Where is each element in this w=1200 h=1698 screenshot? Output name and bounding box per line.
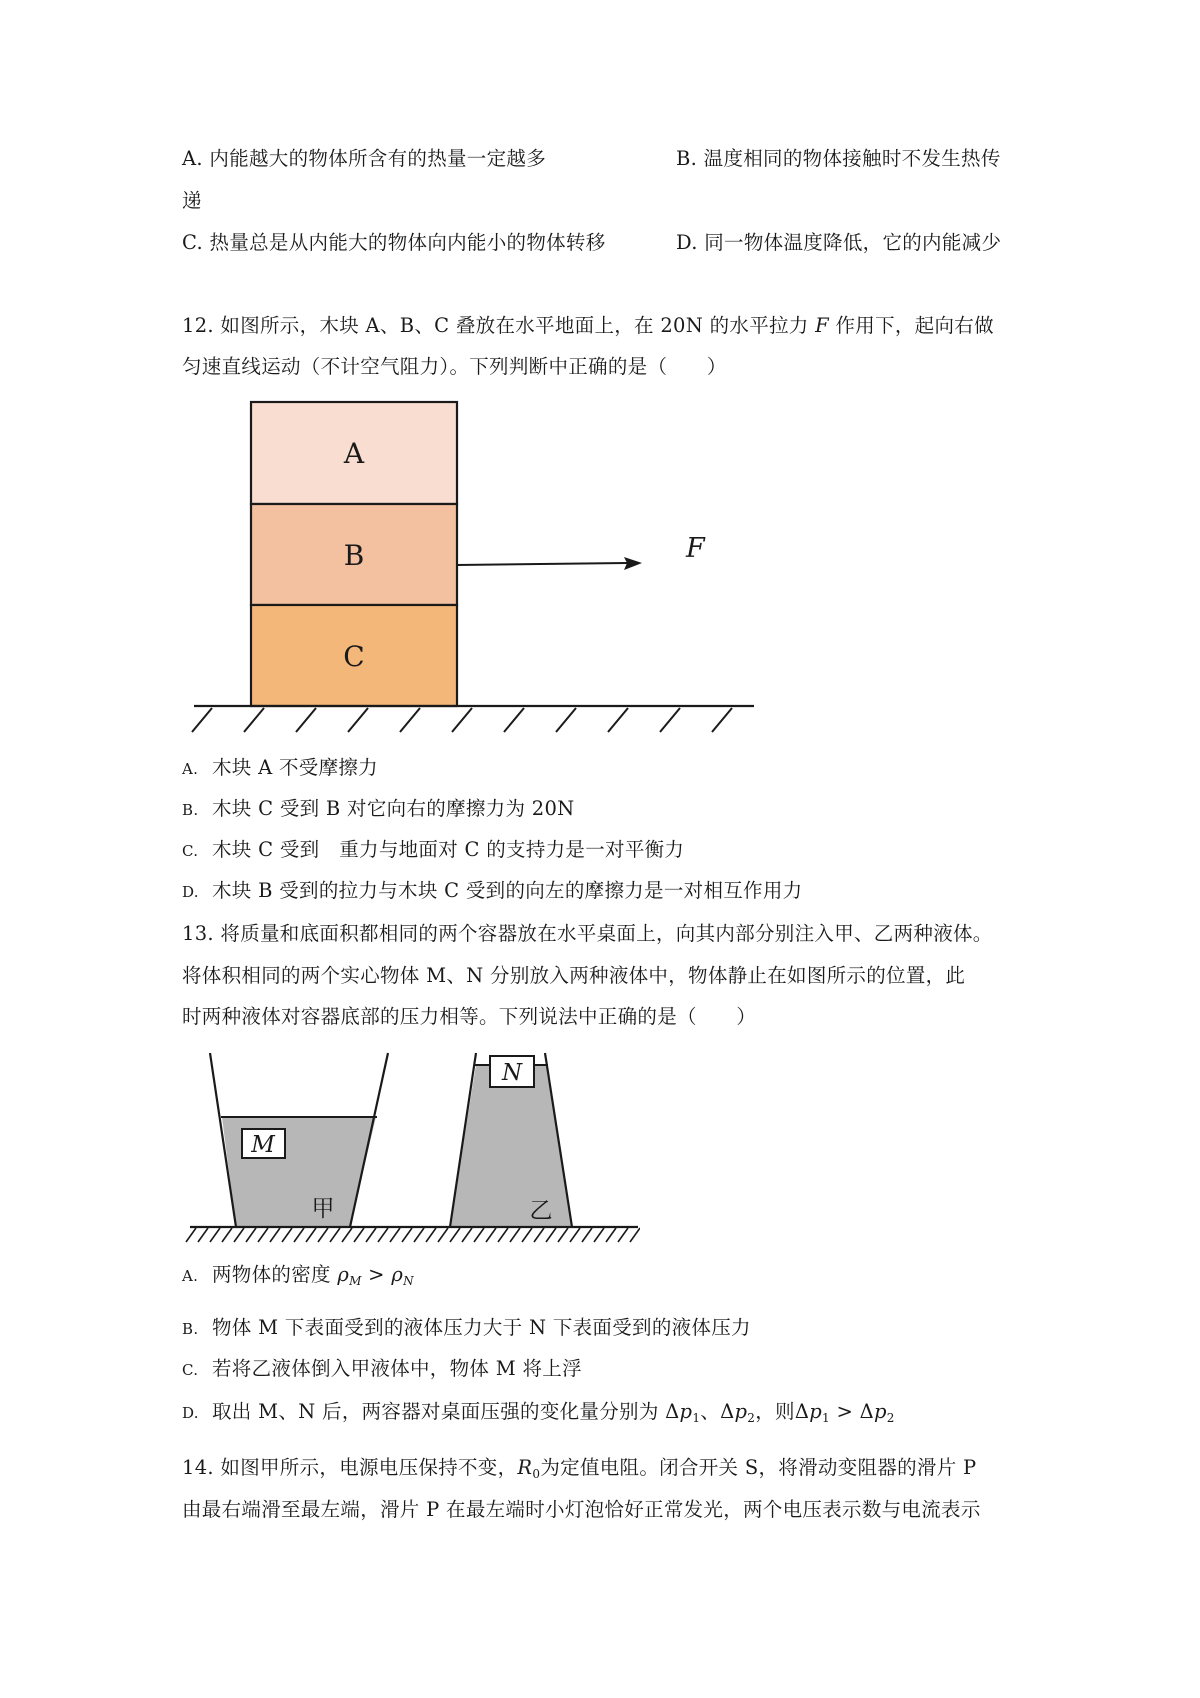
q11-option-a-text: 内能越大的物体所含有的热量一定越多	[209, 147, 546, 170]
q13-option-b-label: B.	[182, 1320, 199, 1338]
p1-symbol-compare: p	[809, 1400, 822, 1423]
q11-option-d-text: 同一物体温度降低，它的内能减少	[704, 231, 1002, 254]
q12-option-b-text: 木块 C 受到 B 对它向右的摩擦力为 20N	[212, 797, 575, 820]
p1-subscript-compare: 1	[822, 1411, 830, 1425]
q14-stem-part1: 14. 如图甲所示，电源电压保持不变，	[182, 1456, 518, 1479]
r0-symbol: R	[517, 1456, 533, 1479]
p2-subscript: 2	[747, 1411, 756, 1425]
q12-stem-line2: 匀速直线运动（不计空气阻力）。下列判断中正确的是（ ）	[182, 355, 727, 378]
block-b-label: B	[343, 539, 365, 572]
q14-stem-line1	[182, 1454, 976, 1488]
q12-option-d	[182, 877, 802, 906]
q12-option-c	[182, 836, 684, 865]
ground-hatching	[192, 708, 732, 732]
separator: 、	[700, 1400, 721, 1423]
liquid-jia-label: 甲	[311, 1196, 335, 1222]
q12-stem-part2: 作用下，起向右做	[835, 314, 994, 337]
greater-than-sign: >	[368, 1263, 385, 1286]
liquid-yi	[450, 1065, 572, 1227]
p1-symbol: p	[679, 1400, 693, 1423]
object-m-label: M	[251, 1132, 275, 1158]
q12-stem-part1: 12. 如图所示，木块 A、B、C 叠放在水平地面上，在 20N 的水平拉力	[182, 314, 809, 337]
delta-symbol-4: Δ	[859, 1400, 874, 1423]
q14-stem-part2: 为定值电阻。闭合开关 S，将滑动变阻器的滑片 P	[540, 1456, 977, 1479]
q12-option-b-label: B.	[182, 801, 199, 819]
q12-option-b	[182, 795, 575, 824]
q13-option-d-formula	[665, 1400, 895, 1423]
q13-option-c-label: C.	[182, 1361, 199, 1379]
q13-option-d-text: 取出 M、N 后，两容器对桌面压强的变化量分别为	[212, 1400, 659, 1423]
q11-option-c-label: C.	[182, 231, 204, 254]
r0-subscript: 0	[532, 1467, 541, 1481]
rho-n-symbol: ρ	[391, 1263, 404, 1286]
q12-option-c-text: 木块 C 受到 重力与地面对 C 的支持力是一对平衡力	[212, 838, 685, 861]
rho-n-subscript: N	[403, 1274, 414, 1288]
q12-option-a-text: 木块 A 不受摩擦力	[212, 756, 378, 779]
q13-option-b-text: 物体 M 下表面受到的液体压力大于 N 下表面受到的液体压力	[212, 1316, 751, 1339]
greater-than-sign-d: >	[836, 1400, 854, 1423]
q13-stem-line1: 13. 将质量和底面积都相同的两个容器放在水平桌面上，向其内部分别注入甲、乙两种液体。	[182, 922, 993, 945]
q13-option-a-text: 两物体的密度	[212, 1263, 331, 1286]
force-label: F	[686, 533, 705, 564]
q11-option-d-label: D.	[676, 231, 698, 254]
then-text: ，则	[755, 1400, 795, 1423]
p2-symbol: p	[734, 1400, 748, 1423]
delta-symbol-1: Δ	[665, 1400, 680, 1423]
q11-option-a-label: A.	[182, 147, 203, 170]
q11-option-a	[182, 145, 546, 173]
q11-option-c-text: 热量总是从内能大的物体向内能小的物体转移	[209, 231, 606, 254]
q13-option-d-label: D.	[182, 1404, 199, 1422]
q12-stem-line1	[182, 312, 994, 340]
q13-option-a	[182, 1261, 414, 1295]
q13-option-b	[182, 1314, 751, 1343]
block-c-label: C	[343, 640, 365, 673]
q11-option-c	[182, 229, 606, 257]
rho-m-subscript: M	[349, 1274, 362, 1288]
q14-stem-line2: 由最右端滑至最左端，滑片 P 在最左端时小灯泡恰好正常发光，两个电压表示数与电流表示	[182, 1498, 981, 1521]
delta-symbol-2: Δ	[720, 1400, 735, 1423]
q13-stem-line3: 时两种液体对容器底部的压力相等。下列说法中正确的是（ ）	[182, 1005, 757, 1028]
q13-option-d	[182, 1398, 895, 1432]
liquid-yi-label: 乙	[529, 1198, 553, 1224]
q11-option-b-continuation: 递	[182, 189, 202, 212]
p2-symbol-compare: p	[873, 1400, 887, 1423]
object-n-label: N	[501, 1060, 523, 1086]
force-arrow-shaft	[457, 563, 627, 565]
q12-stem-force-symbol: F	[815, 314, 829, 337]
q13-option-a-formula	[337, 1263, 414, 1286]
q13-option-c	[182, 1355, 582, 1384]
p2-subscript-compare: 2	[886, 1411, 895, 1425]
q11-option-d	[676, 229, 1001, 257]
q12-option-a-label: A.	[182, 760, 199, 778]
q11-option-b-text: 温度相同的物体接触时不发生热传	[703, 147, 1001, 170]
p1-subscript: 1	[692, 1411, 701, 1425]
block-a-label: A	[343, 437, 365, 470]
q13-container-figure	[180, 1045, 640, 1245]
delta-symbol-3: Δ	[794, 1400, 810, 1423]
q12-option-d-text: 木块 B 受到的拉力与木块 C 受到的向左的摩擦力是一对相互作用力	[212, 879, 803, 902]
q12-block-figure	[180, 395, 760, 735]
q12-option-d-label: D.	[182, 883, 199, 901]
q12-option-a	[182, 754, 378, 783]
q11-option-b-label: B.	[676, 147, 698, 170]
q13-option-a-label: A.	[182, 1267, 199, 1285]
q11-option-b	[676, 145, 1001, 173]
q13-stem-line2: 将体积相同的两个实心物体 M、N 分别放入两种液体中，物体静止在如图所示的位置，此	[182, 964, 966, 987]
rho-m-symbol: ρ	[337, 1263, 350, 1286]
q12-option-c-label: C.	[182, 842, 199, 860]
q13-option-c-text: 若将乙液体倒入甲液体中，物体 M 将上浮	[212, 1357, 582, 1380]
table-hatching	[186, 1228, 640, 1242]
